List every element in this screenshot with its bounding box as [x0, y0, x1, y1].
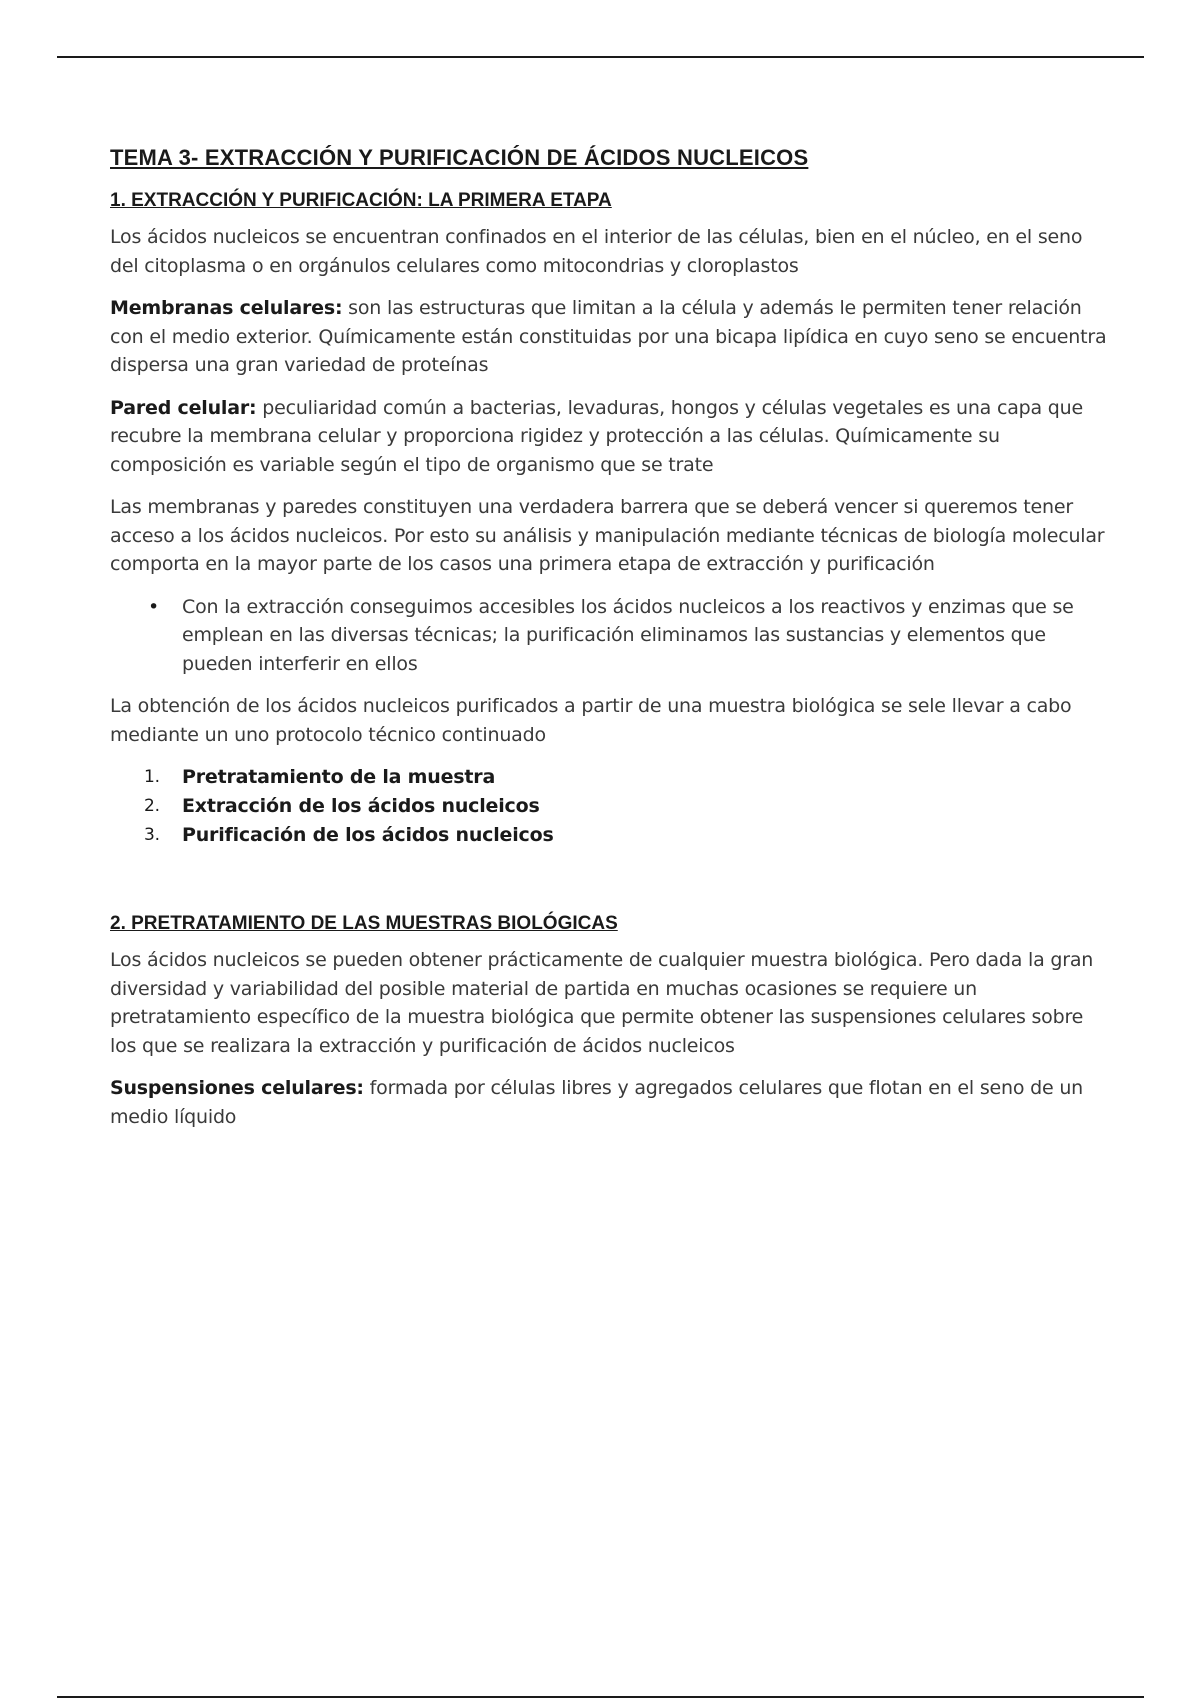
list-item: [148, 593, 1110, 679]
header-rule: [57, 56, 1144, 58]
pared-paragraph: [110, 394, 1110, 480]
section-1-heading: 1. EXTRACCIÓN Y PURIFICACIÓN: LA PRIMERA ETAPA: [110, 190, 612, 211]
step-label: Purificación de los ácidos nucleicos: [182, 824, 554, 846]
document-title: TEMA 3- EXTRACCIÓN Y PURIFICACIÓN DE ÁCIDOS NUCLEICOS: [110, 145, 809, 170]
step-number: 3.: [144, 825, 160, 845]
pared-text: peculiaridad común a bacterias, levaduras, hongos y células vegetales es una capa que recubre la membrana celular y proporciona rigidez y protección a las células. Químicamente su composición es variable según el tipo de organismo que se trate: [110, 396, 1083, 476]
section-1-intro-paragraph: Los ácidos nucleicos se encuentran confinados en el interior de las células, bien en el núcleo, en el seno del citoplasma o en orgánulos celulares como mitocondrias y cloroplastos: [110, 226, 1083, 277]
membranas-text: son las estructuras que limitan a la célula y además le permiten tener relación con el medio exterior. Químicamente están constituidas por una bicapa lipídica en cuyo seno se encuentra dispersa una gran variedad de proteínas: [110, 297, 1107, 376]
membranas-paragraph: [110, 294, 1110, 380]
list-item: [144, 792, 1110, 821]
barrier-paragraph: Las membranas y paredes constituyen una verdadera barrera que se deberá vencer si queremos tener acceso a los ácidos nucleicos. Por esto su análisis y manipulación mediante técnicas de biología molecular comporta en la mayor parte de los casos una primera etapa de extracción y purificación: [110, 496, 1105, 575]
protocol-paragraph: La obtención de los ácidos nucleicos purificados a partir de una muestra biológica se sele llevar a cabo mediante un uno protocolo técnico continuado: [110, 695, 1072, 746]
bullet-text: Con la extracción conseguimos accesibles los ácidos nucleicos a los reactivos y enzimas que se emplean en las diversas técnicas; la purificación eliminamos las sustancias y elementos que pueden interferir en ellos: [182, 595, 1074, 675]
step-number: 1.: [144, 767, 160, 787]
document-page: [110, 143, 1110, 1145]
step-label: Extracción de los ácidos nucleicos: [182, 795, 540, 817]
suspensiones-term: Suspensiones celulares:: [110, 1077, 364, 1099]
section-2-intro-paragraph: Los ácidos nucleicos se pueden obtener prácticamente de cualquier muestra biológica. Pero dada la gran diversidad y variabilidad del posible material de partida en muchas ocasiones se requiere un pretratamiento específico de la muestra biológica que permite obtener las suspensiones celulares sobre los que se realizara la extracción y purificación de ácidos nucleicos: [110, 949, 1094, 1057]
steps-list: [110, 763, 1110, 850]
section-2-heading: 2. PRETRATAMIENTO DE LAS MUESTRAS BIOLÓGICAS: [110, 913, 618, 934]
bullet-list: [110, 593, 1110, 679]
step-number: 2.: [144, 796, 160, 816]
suspensiones-paragraph: [110, 1074, 1110, 1131]
step-label: Pretratamiento de la muestra: [182, 766, 496, 788]
membranas-term: Membranas celulares:: [110, 297, 343, 319]
list-item: [144, 821, 1110, 850]
footer-rule: [57, 1696, 1144, 1698]
pared-term: Pared celular:: [110, 396, 257, 419]
bullet-icon: •: [148, 595, 160, 618]
suspensiones-text: formada por células libres y agregados celulares que flotan en el seno de un medio líquido: [110, 1077, 1084, 1128]
section-spacer: [110, 850, 1110, 912]
list-item: [144, 763, 1110, 792]
